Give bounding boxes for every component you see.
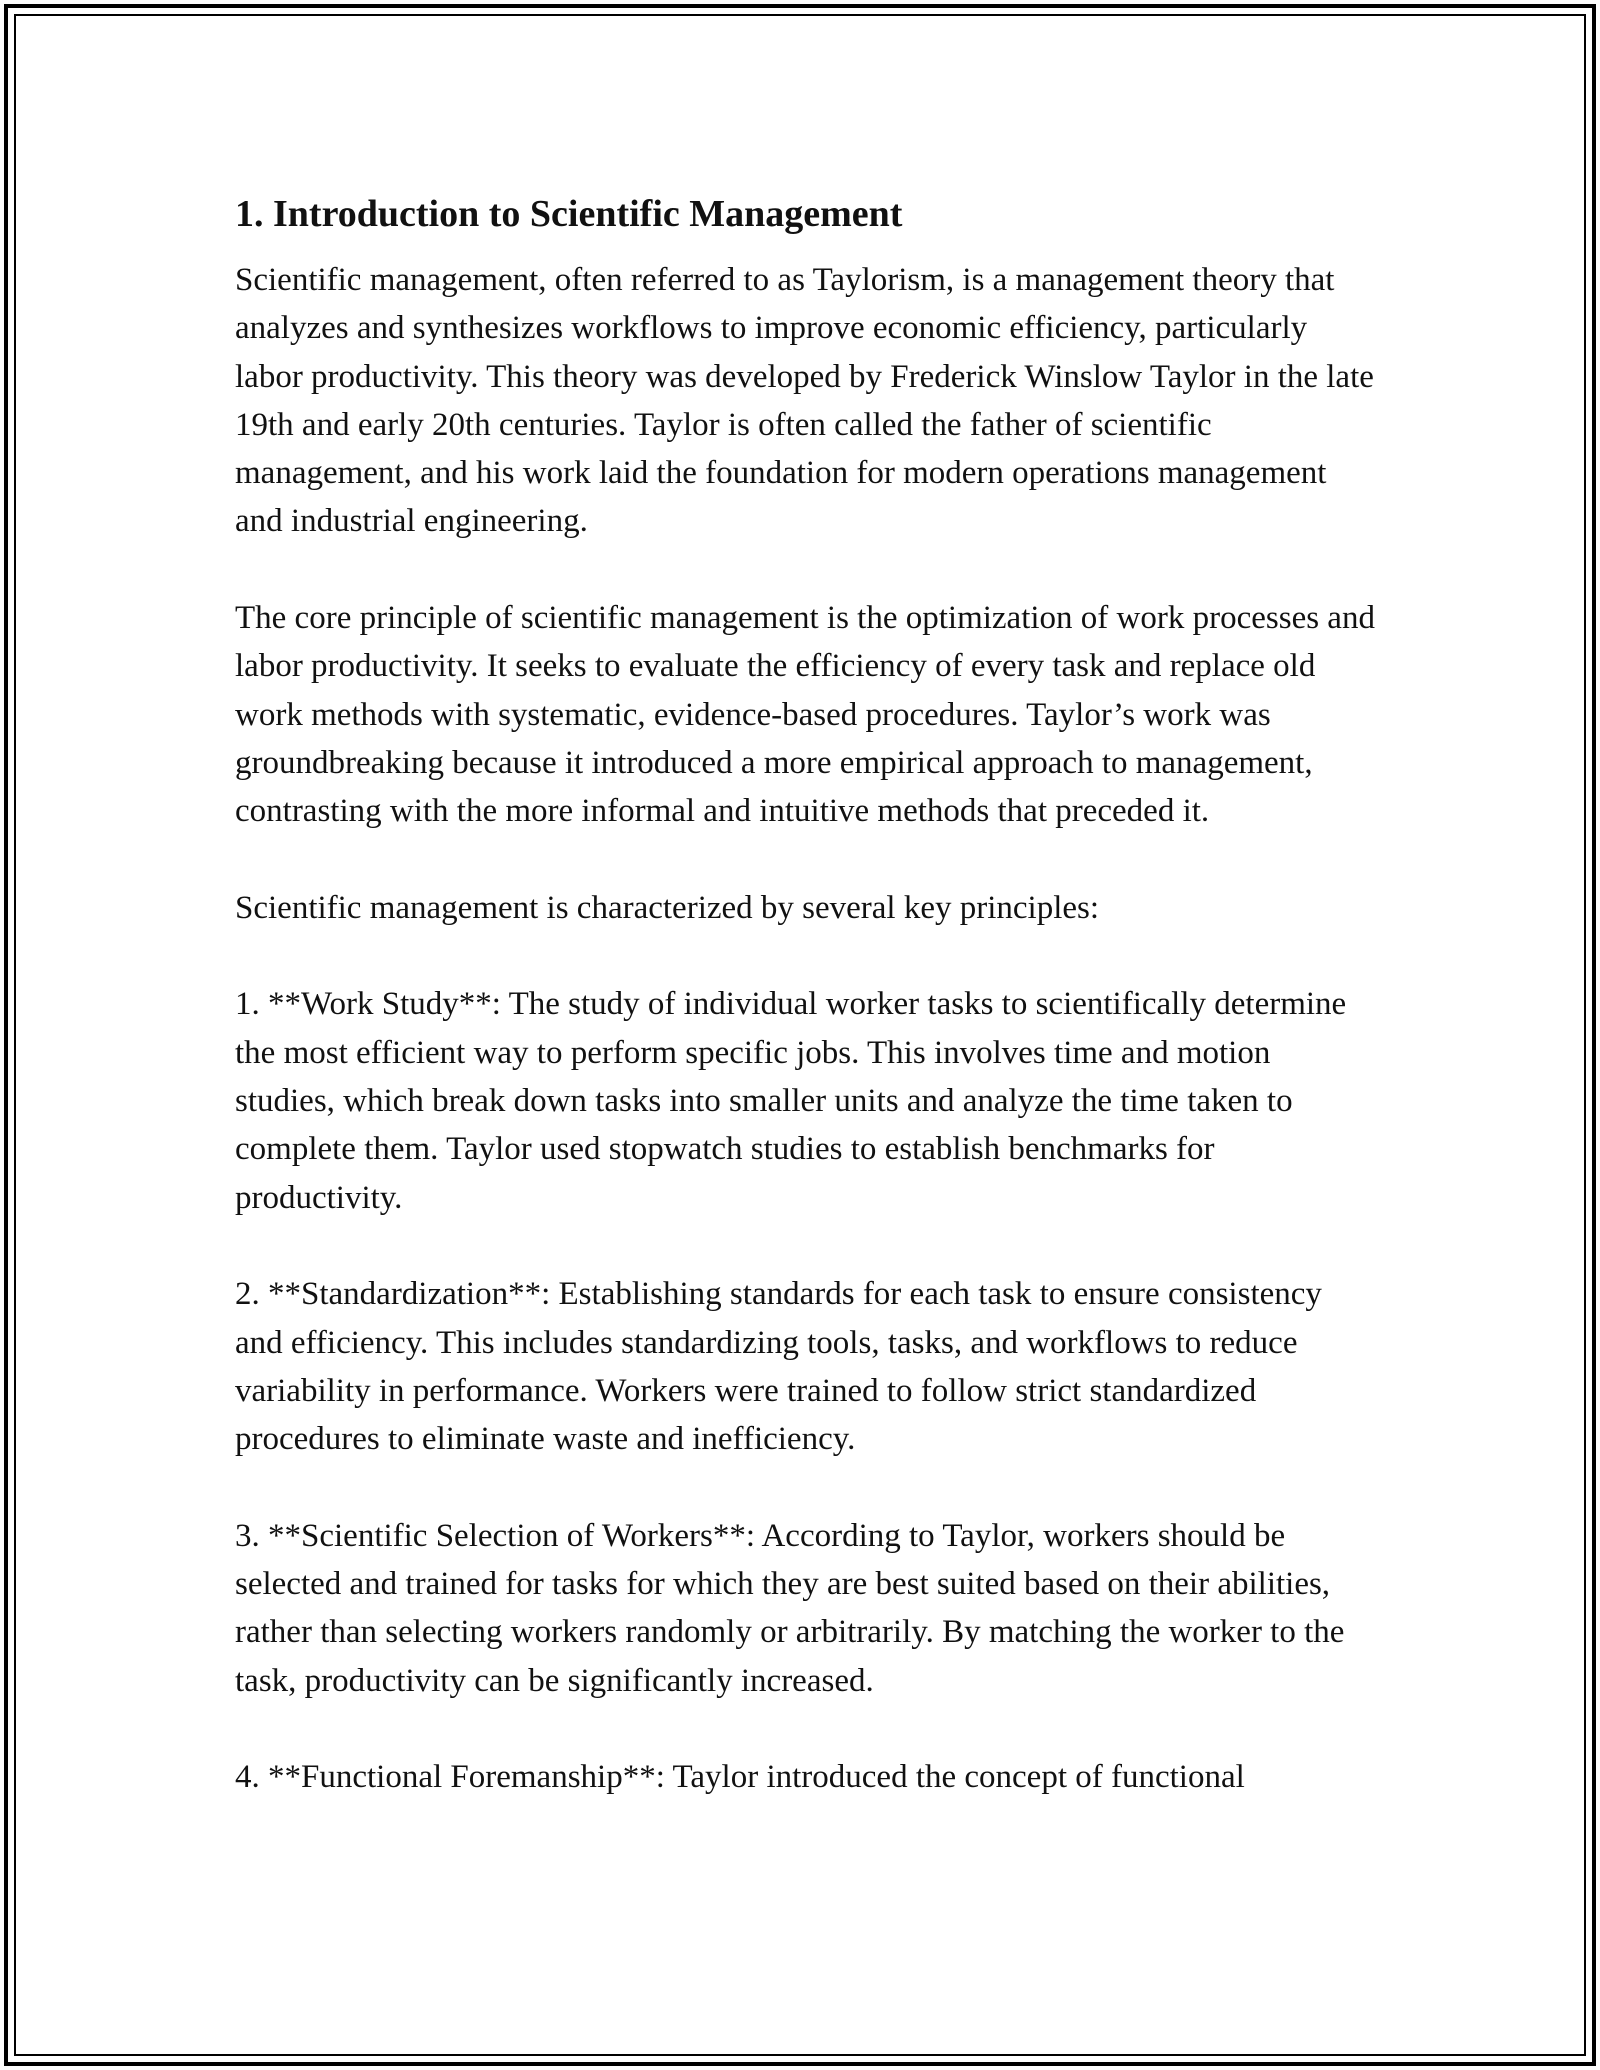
document-body — [235, 188, 1375, 1850]
section-heading: 1. Introduction to Scientific Management — [235, 193, 903, 235]
core-principle-paragraph: The core principle of scientific management is the optimization of work processes and labor productivity. It seeks to evaluate the efficiency of every task and replace old work methods with systematic, evidence-based procedures. Taylor’s work was groundbreaking because it introduced a more empirical approach to management, contrasting with the more informal and intuitive methods that preceded it. — [235, 600, 1375, 830]
key-principles-intro: Scientific management is characterized by several key principles: — [235, 889, 1100, 926]
principle-functional-foremanship: 4. **Functional Foremanship**: Taylor introduced the concept of functional — [235, 1759, 1245, 1796]
principle-scientific-selection: 3. **Scientific Selection of Workers**: According to Taylor, workers should be selected and trained for tasks for which they are best suited based on their abilities, rather than selecting workers randomly or arbitrarily. By matching the worker to the task, productivity can be significantly increased. — [235, 1517, 1345, 1699]
principle-work-study: 1. **Work Study**: The study of individual worker tasks to scientifically determine the most efficient way to perform specific jobs. This involves time and motion studies, which break down tasks into smaller units and analyze the time taken to complete them. Taylor used stopwatch studies to establish benchmarks for productivity. — [235, 986, 1347, 1216]
principle-standardization: 2. **Standardization**: Establishing standards for each task to ensure consistency and efficiency. This includes standardizing tools, tasks, and workflows to reduce variability in performance. Workers were trained to follow strict standardized procedures to eliminate waste and inefficiency. — [235, 1276, 1322, 1458]
intro-paragraph: Scientific management, often referred to as Taylorism, is a management theory that analyzes and synthesizes workflows to improve economic efficiency, particularly labor productivity. This theory was developed by Frederick Winslow Taylor in the late 19th and early 20th centuries. Taylor is often called the father of scientific management, and his work laid the foundation for modern operations management and industrial engineering. — [235, 262, 1374, 540]
